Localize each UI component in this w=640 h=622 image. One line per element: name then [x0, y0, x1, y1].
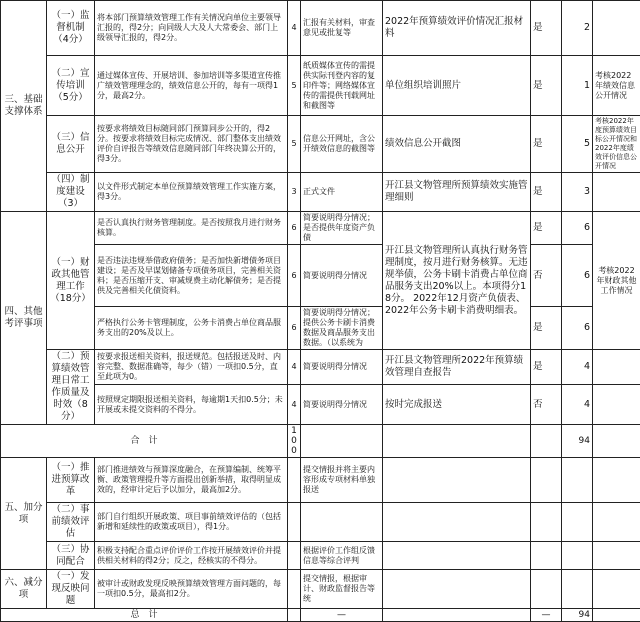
score-cell: 5	[288, 116, 301, 173]
basis-cell: 正式文件	[301, 173, 383, 212]
evidence-cell: 单位组织培训照片	[383, 56, 531, 116]
table-row	[1, 116, 640, 173]
score-cell: 4	[288, 1, 301, 56]
item-cell: （一）发现反映问题	[47, 570, 95, 609]
basis-cell: 简要说明得分情况	[301, 245, 383, 307]
criteria-cell: 是否认真执行财务管理制度。是否按照我月进行财务核算。	[95, 212, 288, 245]
total-score: 100	[288, 425, 301, 458]
note-cell	[593, 350, 640, 385]
table-row	[1, 542, 640, 570]
total-label: 合 计	[1, 425, 288, 458]
basis-cell: 简要说明得分情况	[301, 385, 383, 425]
note-cell	[593, 173, 640, 212]
evidence-cell: 按时完成报送	[383, 385, 531, 425]
criteria-cell: 按照规定期限报送相关资料，每逾期1天扣0.5分；未开展或未提交资料的不得分。	[95, 385, 288, 425]
item-cell: （一）财政其他管理工作（18分）	[47, 212, 95, 350]
got-cell: 5	[562, 116, 593, 173]
table-row	[1, 173, 640, 212]
basis-cell: 信息公开网址，含公开绩效信息的截图等	[301, 116, 383, 173]
evidence-cell: 2022年预算绩效评价情况汇报材料	[383, 1, 531, 56]
note-cell	[593, 385, 640, 425]
table-row	[1, 458, 640, 503]
yes-cell: 否	[531, 245, 562, 307]
basis-cell: 提交情报，根据审计、财政监督报告等统	[301, 570, 383, 609]
group-other: 四、其他考评事项	[1, 212, 47, 425]
table-row	[1, 307, 640, 350]
criteria-cell: 以文件形式制定本单位预算绩效管理工作实施方案，得3分。	[95, 173, 288, 212]
table-row	[1, 212, 640, 245]
basis-cell: 根据评价工作组反馈信息等综合评判	[301, 542, 383, 570]
score-cell: 5	[288, 56, 301, 116]
group-minus: 六、减分项	[1, 570, 47, 609]
basis-cell: 简要说明得分情况；是否提供年度资产负债	[301, 212, 383, 245]
group-bonus: 五、加分项	[1, 458, 47, 570]
criteria-cell: 按要求报送相关资料，报送规范。包括报送及时、内容完整、数据准确等，每少（错）一项扣0.5分，直至此项为0。	[95, 350, 288, 385]
group-basic: 三、基础支撑体系	[1, 1, 47, 212]
got-cell: 6	[562, 212, 593, 245]
basis-cell: 纸质媒体宣传的需提供实际刊登内容的复印件等；网络媒体宣传的需提供刊载网址和截图等	[301, 56, 383, 116]
item-cell: （三）协同配合	[47, 542, 95, 570]
grand-total-label: 总 计	[1, 609, 288, 622]
criteria-cell: 被审计或财政发现反映预算绩效管理方面问题的，每一项扣0.5分，最高扣2分。	[95, 570, 288, 609]
yes-cell: 是	[531, 307, 562, 350]
table-row	[1, 245, 640, 307]
score-cell: 4	[288, 385, 301, 425]
criteria-cell: 将本部门预算绩效管理工作有关情况向单位主要领导汇报的，得2分；向同级人大及人大常委会、部门上级领导汇报的，得2分。	[95, 1, 288, 56]
evidence-cell: 绩效信息公开截图	[383, 116, 531, 173]
score-cell: 6	[288, 245, 301, 307]
item-cell: （二）预算绩效管理日常工作质量及时效（8分）	[47, 350, 95, 425]
grand-total-dash: —	[531, 609, 562, 622]
got-cell: 1	[562, 56, 593, 116]
grand-total-dash: —	[301, 609, 383, 622]
basis-cell: 汇报有关材料，审查意见或批复等	[301, 1, 383, 56]
criteria-cell: 通过媒体宣传、开展培训、参加培训等多渠道宣传推广绩效管理理念的，绩效信息公开的，每有一项得1分，最高2分。	[95, 56, 288, 116]
score-cell: 3	[288, 173, 301, 212]
got-cell: 3	[562, 173, 593, 212]
score-cell: 6	[288, 212, 301, 245]
basis-cell: 简要说明得分情况；提供公务卡刷卡消费数据及商品服务支出数据。（以系统为	[301, 307, 383, 350]
criteria-cell: 严格执行公务卡管理制度，公务卡消费占单位商品服务支出的20%及以上。	[95, 307, 288, 350]
yes-cell: 是	[531, 116, 562, 173]
table-row	[1, 570, 640, 609]
note-cell: 考核2022年财政其他工作情况	[593, 212, 640, 350]
item-cell: （二）宣传培训 （5分）	[47, 56, 95, 116]
item-cell: （一）监督机制 （4分）	[47, 1, 95, 56]
grand-total-got: 94	[562, 609, 593, 622]
item-cell: （二）事前绩效评估	[47, 503, 95, 542]
note-cell	[593, 1, 640, 56]
yes-cell: 否	[531, 385, 562, 425]
criteria-cell: 部门推进绩效与预算深度融合，在预算编制、统筹平衡、政策管理提升等方面提出创新举措，取得明显成效的，经审计定后予以加分，最高加2分。	[95, 458, 288, 503]
table-row	[1, 425, 640, 458]
score-cell: 6	[288, 307, 301, 350]
got-cell: 6	[562, 307, 593, 350]
table-row	[1, 1, 640, 56]
item-cell: （三）信息公开	[47, 116, 95, 173]
table-row	[1, 385, 640, 425]
got-cell: 2	[562, 1, 593, 56]
yes-cell: 是	[531, 212, 562, 245]
evidence-cell: 开江县文物管理所2022年预算绩效管理自查报告	[383, 350, 531, 385]
basis-cell: 提交情报并将主要内容形成专项材料单独报送	[301, 458, 383, 503]
criteria-cell: 部门自行组织开展政策、项目事前绩效评估的（包括新增和延续性的政策或项目），得1分。	[95, 503, 288, 542]
evidence-cell: 开江县文物管理所认真执行财务管理制度，按月进行财务核算。无违规举债，公务卡刷卡消费占单位商品服务支出20%以上。本项得分18分。 2022年12月资产负债表、2022年公务卡刷卡消费明细表。	[383, 212, 531, 350]
total-got: 94	[562, 425, 593, 458]
yes-cell: 是	[531, 1, 562, 56]
yes-cell: 是	[531, 350, 562, 385]
got-cell: 6	[562, 245, 593, 307]
criteria-cell: 是否违法违规举借政府债务；是否加快新增债务项目建设；是否及早谋划储备专项债务项目，完善相关资料；是否压缩开支、审减规费主动化解债务；是否提供及完善相关化债资料。	[95, 245, 288, 307]
yes-cell: 是	[531, 56, 562, 116]
table-row	[1, 609, 640, 622]
note-cell: 考核2022年绩效信息公开情况	[593, 56, 640, 116]
table-row	[1, 503, 640, 542]
item-cell: （一）推进预算改革	[47, 458, 95, 503]
criteria-cell: 按要求将绩效目标随同部门预算同步公开的，得2分。按要求将绩效目标完成情况、部门整体支出绩效评价自评报告等绩效信息随同部门年终决算公开的，得3分。	[95, 116, 288, 173]
table-row	[1, 350, 640, 385]
score-cell: 4	[288, 350, 301, 385]
criteria-cell: 积极支持配合重点评价评价工作按开展绩效评价并提供相关材料的得2分；反之，经核实的不得分。	[95, 542, 288, 570]
basis-cell: 简要说明得分情况	[301, 350, 383, 385]
table-row	[1, 56, 640, 116]
item-cell: （四）制度建设（3）	[47, 173, 95, 212]
evidence-cell: 开江县文物管理所预算绩效实施管理细则	[383, 173, 531, 212]
note-cell: 考核2022年度预算绩效目标公开情况和2022年度绩效评价信息公开情况	[593, 116, 640, 173]
yes-cell: 是	[531, 173, 562, 212]
got-cell: 4	[562, 350, 593, 385]
got-cell: 4	[562, 385, 593, 425]
